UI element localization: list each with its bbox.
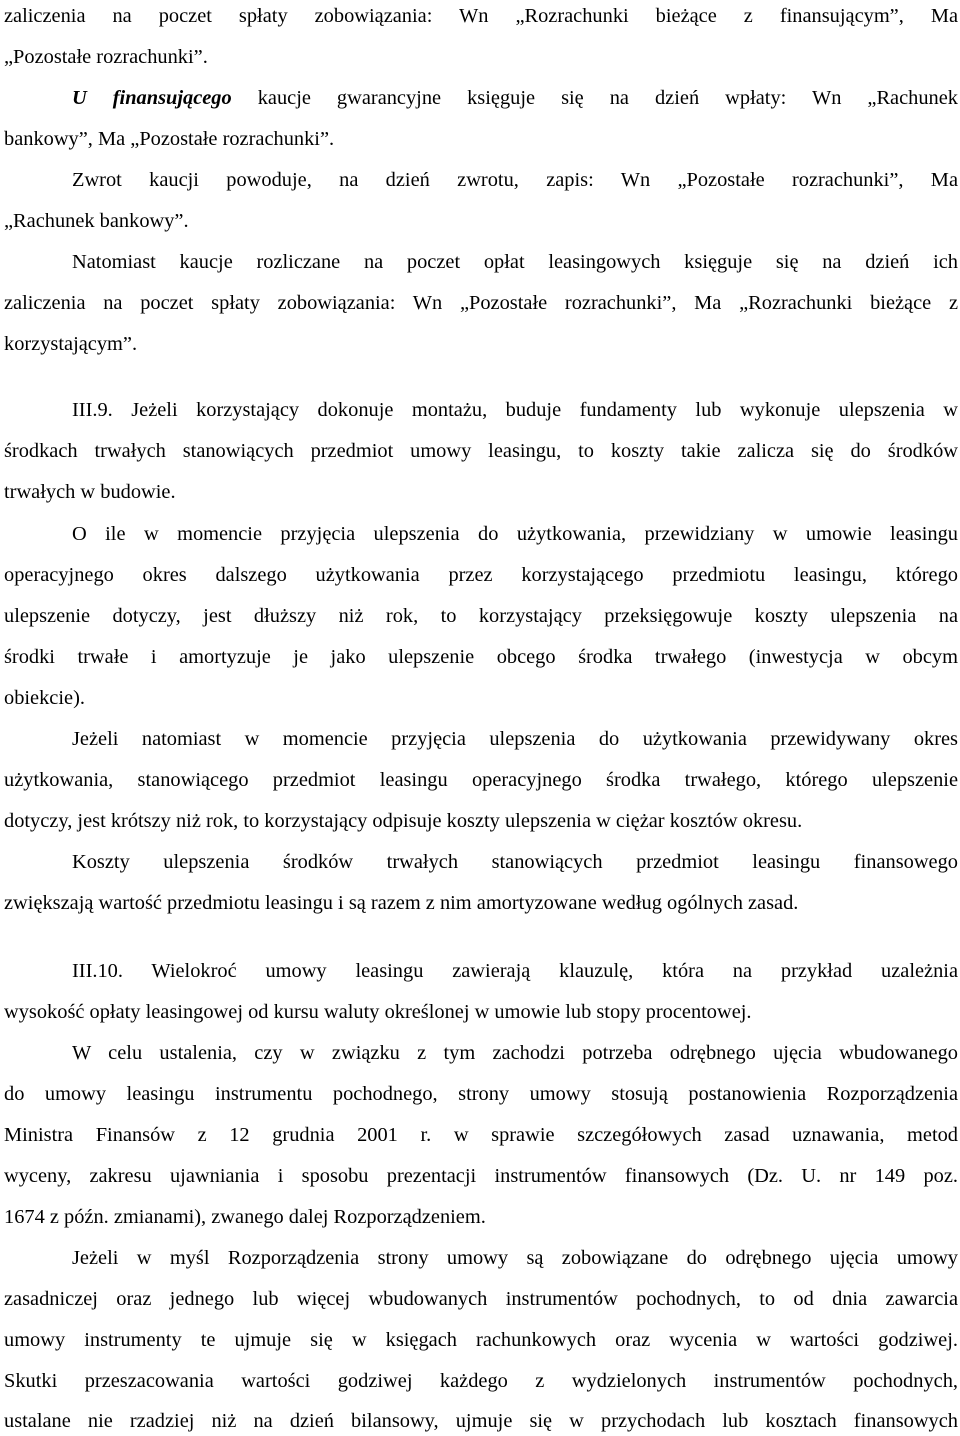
text-line: zaliczenia na poczet spłaty zobowiązania: Wn „Rozrachunki bieżące z finansującym”, Ma bbox=[4, 5, 958, 27]
text-line: obiekcie). bbox=[4, 687, 85, 709]
text-line: środki trwałe i amortyzuje je jako ulepszenie obcego środka trwałego (inwestycja w obcym bbox=[4, 646, 958, 668]
text-line: III.9. Jeżeli korzystający dokonuje montażu, buduje fundamenty lub wykonuje ulepszenia w bbox=[72, 399, 958, 421]
text-line bbox=[72, 88, 958, 110]
emphasis-lead: U finansującego bbox=[72, 87, 232, 109]
text-line: O ile w momencie przyjęcia ulepszenia do użytkowania, przewidziany w umowie leasingu bbox=[72, 523, 958, 545]
text-line: środkach trwałych stanowiących przedmiot umowy leasingu, to koszty takie zalicza się do środków bbox=[4, 440, 958, 462]
text-line: ulepszenie dotyczy, jest dłuższy niż rok, to korzystający przeksięgowuje koszty ulepszenia na bbox=[4, 605, 958, 627]
text-line: użytkowania, stanowiącego przedmiot leasingu operacyjnego środka trwałego, którego ulepszenie bbox=[4, 769, 958, 791]
line-body: kaucje gwarancyjne księguje się na dzień wpłaty: Wn „Rachunek bbox=[231, 87, 958, 109]
text-line: bankowy”, Ma „Pozostałe rozrachunki”. bbox=[4, 128, 335, 150]
text-line: ustalane nie rzadziej niż na dzień bilansowy, ujmuje się w przychodach lub kosztach finansowych bbox=[4, 1410, 958, 1432]
text-line: Zwrot kaucji powoduje, na dzień zwrotu, zapis: Wn „Pozostałe rozrachunki”, Ma bbox=[72, 169, 958, 191]
text-line: wysokość opłaty leasingowej od kursu waluty określonej w umowie lub stopy procentowej. bbox=[4, 1001, 752, 1023]
text-line: III.10. Wielokroć umowy leasingu zawierają klauzulę, która na przykład uzależnia bbox=[72, 960, 958, 982]
text-line: Jeżeli natomiast w momencie przyjęcia ulepszenia do użytkowania przewidywany okres bbox=[72, 728, 958, 750]
text-line: Koszty ulepszenia środków trwałych stanowiących przedmiot leasingu finansowego bbox=[72, 851, 958, 873]
text-line: zwiększają wartość przedmiotu leasingu i są razem z nim amortyzowane według ogólnych zasad. bbox=[4, 892, 799, 914]
text-line: Skutki przeszacowania wartości godziwej każdego z wydzielonych instrumentów pochodnych, bbox=[4, 1370, 958, 1392]
text-line: dotyczy, jest krótszy niż rok, to korzystający odpisuje koszty ulepszenia w ciężar kosztów okresu. bbox=[4, 810, 803, 832]
text-line: W celu ustalenia, czy w związku z tym zachodzi potrzeba odrębnego ujęcia wbudowanego bbox=[72, 1042, 958, 1064]
text-line: zasadniczej oraz jednego lub więcej wbudowanych instrumentów pochodnych, to od dnia zawarcia bbox=[4, 1288, 958, 1310]
text-line: zaliczenia na poczet spłaty zobowiązania: Wn „Pozostałe rozrachunki”, Ma „Rozrachunki bieżące z bbox=[4, 292, 958, 314]
text-line: korzystającym”. bbox=[4, 333, 138, 355]
text-line: „Rachunek bankowy”. bbox=[4, 210, 189, 232]
text-line: umowy instrumenty te ujmuje się w księgach rachunkowych oraz wycenia w wartości godziwej. bbox=[4, 1329, 958, 1351]
text-line: Ministra Finansów z 12 grudnia 2001 r. w sprawie szczegółowych zasad uznawania, metod bbox=[4, 1124, 958, 1146]
text-line: Jeżeli w myśl Rozporządzenia strony umowy są zobowiązane do odrębnego ujęcia umowy bbox=[72, 1247, 958, 1269]
text-line: wyceny, zakresu ujawniania i sposobu prezentacji instrumentów finansowych (Dz. U. nr 149 poz. bbox=[4, 1165, 958, 1187]
text-line: trwałych w budowie. bbox=[4, 481, 176, 503]
text-line: „Pozostałe rozrachunki”. bbox=[4, 46, 208, 68]
text-line: 1674 z późn. zmianami), zwanego dalej Rozporządzeniem. bbox=[4, 1206, 486, 1228]
text-line: operacyjnego okres dalszego użytkowania przez korzystającego przedmiotu leasingu, którego bbox=[4, 564, 958, 586]
text-line: do umowy leasingu instrumentu pochodnego, strony umowy stosują postanowienia Rozporządzenia bbox=[4, 1083, 958, 1105]
text-line: Natomiast kaucje rozliczane na poczet opłat leasingowych księguje się na dzień ich bbox=[72, 251, 958, 273]
